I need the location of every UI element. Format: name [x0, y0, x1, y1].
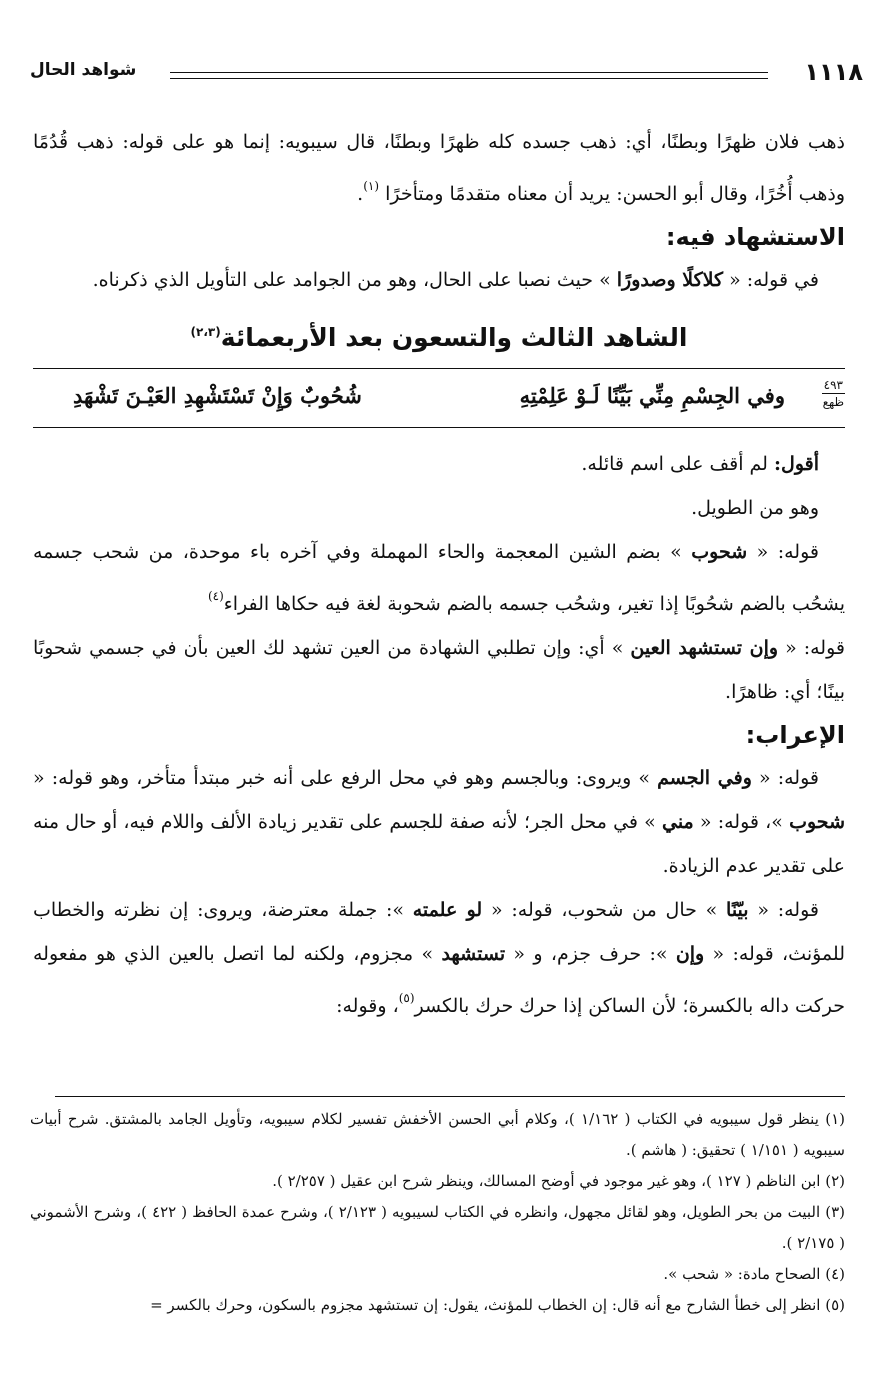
- irab-p2-text-c: » حال من شحوب، قوله: «: [482, 899, 727, 921]
- istishhad-pre: في قوله: «: [723, 269, 819, 291]
- verse-number-value: ٤٩٣: [823, 378, 843, 392]
- irab-p1-text-g: » في محل الجر؛ لأنه صفة للجسم على تقدير زيادة الألف واللام فيه، أو حال منه على تقدير عدم الزيادة.: [33, 811, 845, 877]
- verse-sources: ظهع: [822, 395, 845, 409]
- irab-p1-text-e: »، قوله: «: [693, 811, 790, 833]
- irab-p1-text-c: » ويروى: وبالجسم وهو في محل الرفع على أنه خبر مبتدأ متأخر، وهو قوله: «: [33, 767, 658, 789]
- running-title: شواهد الحال: [30, 60, 137, 80]
- aqul-text: لم أقف على اسم قائله.: [581, 453, 774, 475]
- verse-hemistich-2: شُحُوبٌ وَإِنْ تَسْتَشْهِدِ العَيْـنَ تَشْهَدِ: [73, 383, 362, 408]
- footnote-1: (١) ينظر قول سيبويه في الكتاب ( ١/١٦٢ )، وكلام أبي الحسن الأخفش تفسير لكلام سيبويه، وتأويل الجامد بالمشتق. شرح أبيات سيبويه ( ١/١٥١ ) تحقيق: ( هاشم ).: [30, 1110, 845, 1159]
- header-rule: [170, 72, 768, 79]
- irab-p2-text-j: ، وقوله:: [336, 995, 399, 1017]
- footnote-separator: [55, 1096, 845, 1097]
- shuhub-paragraph: [33, 530, 845, 626]
- irab-paragraph-1: [33, 756, 845, 888]
- intro-line-2-end: .: [357, 183, 364, 205]
- istashhid-paragraph: [33, 626, 845, 714]
- footnote-ref-1: (١): [363, 179, 380, 193]
- irab-p1-text-a: قوله: «: [751, 767, 819, 789]
- page-number: ١١١٨: [804, 58, 863, 86]
- irab-p2-text-e: »: جملة معترضة، ويروى: إن نظرته والخطاب للمؤنث، قوله: «: [33, 899, 845, 965]
- running-header: [30, 58, 863, 92]
- intro-line-1: ذهب فلان ظهرًا وبطنًا، أي: ذهب جسده كله ظهرًا وبطنًا، قال سيبويه: إنما هو على قوله:: [122, 131, 846, 153]
- istishhad-post: » حيث نصبا على الحال، وهو من الجوامد على التأويل الذي ذكرناه.: [92, 269, 617, 291]
- irab-p2-quote-3: وإن: [675, 943, 705, 965]
- aqul-label: أقول:: [774, 453, 819, 475]
- footnote-ref-4: (٤): [207, 589, 224, 603]
- irab-p2-quote-1: بيّنًا: [726, 899, 749, 921]
- shuhub-post: » بضم الشين المعجمة والحاء المهملة وفي آخره باء موحدة، من شحب جسمه يشحُب بالضم شحُوبًا إذا تغير، وشحُب جسمه بالضم شحوبة لغة فيه حكاها الفراء: [33, 541, 845, 615]
- intro-line-2: ذهب قُدُمًا وذهب أُخُرًا، وقال أبو الحسن: يريد أن معناه متقدمًا ومتأخرًا: [33, 131, 845, 205]
- aqul-paragraph: [33, 442, 845, 486]
- footnotes: [30, 1104, 845, 1321]
- witness-title-text: الشاهد الثالث والتسعون بعد الأربعمائة: [220, 323, 688, 352]
- footnote-3: (٣) البيت من بحر الطويل، وهو لقائل مجهول، وانظره في الكتاب لسيبويه ( ٢/١٢٣ )، وشرح عمدة الحافظ ( ٤٢٢ )، وشرح الأشموني ( ٢/١٧٥ ).: [30, 1203, 845, 1252]
- istishhad-heading: الاستشهاد فيه:: [665, 223, 845, 251]
- footnote-2: (٢) ابن الناظم ( ١٢٧ )، وهو غير موجود في أوضح المسالك، وينظر شرح ابن عقيل ( ٢/٢٥٧ ).: [272, 1172, 845, 1190]
- witness-title: [33, 308, 845, 362]
- irab-p2-text-i: » مجزوم، ولكنه لما اتصل بالعين الذي هو مفعوله حركت داله بالكسرة؛ لأن الساكن إذا حرك حرك بالكسر: [33, 943, 845, 1017]
- intro-paragraph: [33, 120, 845, 216]
- shuhub-quote: شحوب: [691, 541, 748, 563]
- irab-p1-quote-1: وفي الجسم: [657, 767, 752, 789]
- irab-p2-quote-4: تستشهد: [441, 943, 506, 965]
- footnote-ref-5: (٥): [398, 991, 415, 1005]
- istashhid-pre: قوله: «: [778, 637, 845, 659]
- istishhad-paragraph: [33, 258, 845, 302]
- irab-p1-quote-3: مني: [661, 811, 694, 833]
- main-text: [33, 120, 845, 1028]
- verse-box: [33, 368, 845, 428]
- irab-p2-text-g: »: حرف جزم، و «: [505, 943, 676, 965]
- istashhid-quote: وإن تستشهد العين: [630, 637, 779, 659]
- irab-paragraph-2: [33, 888, 845, 1028]
- irab-p2-text-a: قوله: «: [748, 899, 819, 921]
- meter-paragraph: وهو من الطويل.: [691, 497, 819, 519]
- irab-heading: الإعراب:: [745, 721, 845, 749]
- istishhad-quote: كلاكلًا وصدورًا: [616, 269, 724, 291]
- verse-number: [822, 377, 845, 410]
- verse-hemistich-1: وفي الجِسْمِ مِنِّي بَيِّنًا لَـوْ عَلِمْتِهِ: [519, 383, 785, 408]
- shuhub-pre: قوله: «: [747, 541, 819, 563]
- irab-p1-quote-2: شحوب: [789, 811, 845, 833]
- footnote-5: (٥) انظر إلى خطأ الشارح مع أنه قال: إن الخطاب للمؤنث، يقول: إن تستشهد مجزوم بالسكون، وحرك بالكسر =: [150, 1296, 845, 1314]
- istashhid-post: » أي: وإن تطلبي الشهادة من العين تشهد لك العين بأن في جسمي شحوبًا بينًا؛ أي: ظاهرًا.: [33, 637, 845, 703]
- footnote-4: (٤) الصحاح مادة: « شحب ».: [663, 1265, 845, 1283]
- footnote-ref-2-3: (٢،٣): [190, 325, 221, 339]
- irab-p2-quote-2: لو علمته: [412, 899, 483, 921]
